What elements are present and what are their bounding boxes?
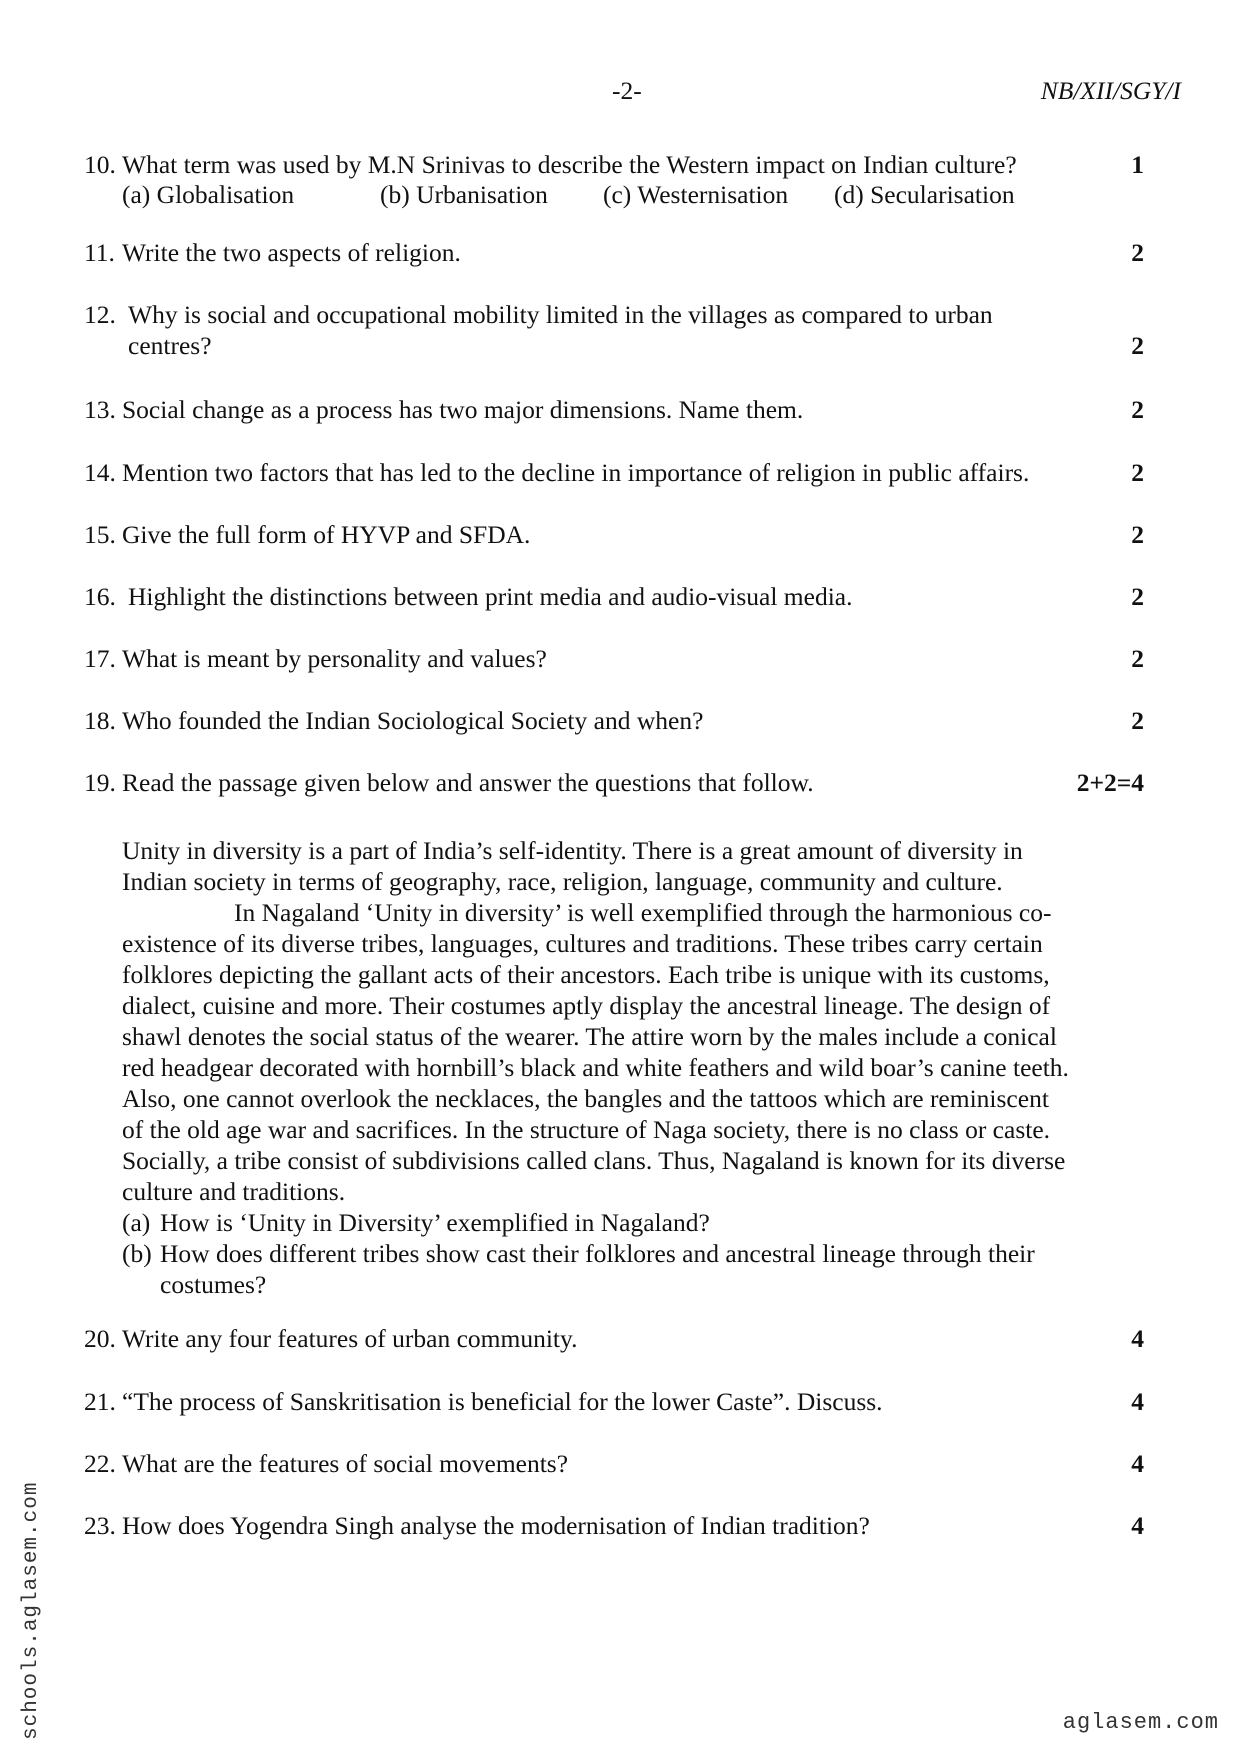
sub-question-text-continued: costumes? (160, 1270, 267, 1299)
question-text: What are the features of social movements? (122, 1449, 569, 1478)
passage-line: existence of its diverse tribes, languages, cultures and traditions. These tribes carry certain (122, 929, 1043, 958)
question-text: What is meant by personality and values? (122, 644, 547, 673)
question-marks: 1 (1131, 150, 1144, 179)
passage-line: In Nagaland ‘Unity in diversity’ is well exemplified through the harmonious co- (234, 898, 1052, 927)
question-number: 22. (84, 1449, 116, 1478)
question-number: 13. (84, 395, 116, 424)
question-text: Write any four features of urban community. (122, 1324, 578, 1353)
option-d: (d) Secularisation (834, 180, 1015, 209)
passage-line: red headgear decorated with hornbill’s black and white feathers and wild boar’s canine teeth. (122, 1053, 1069, 1082)
passage-line: shawl denotes the social status of the wearer. The attire worn by the males include a conical (122, 1022, 1057, 1051)
question-text: Social change as a process has two major dimensions. Name them. (122, 395, 804, 424)
question-marks: 4 (1131, 1449, 1144, 1478)
question-marks: 2 (1131, 706, 1144, 735)
question-number: 19. (84, 768, 116, 797)
question-text: Highlight the distinctions between print media and audio-visual media. (128, 582, 853, 611)
question-number: 16. (84, 582, 116, 611)
sub-question-b (122, 1238, 1132, 1269)
question-marks: 2 (1131, 238, 1144, 267)
question-text: Give the full form of HYVP and SFDA. (122, 520, 531, 549)
question-text: What term was used by M.N Srinivas to describe the Western impact on Indian culture? (122, 150, 1017, 179)
passage-line: Also, one cannot overlook the necklaces, the bangles and the tattoos which are reminiscent (122, 1084, 1049, 1113)
question-number: 11. (84, 238, 115, 267)
sub-question-a (122, 1207, 1132, 1238)
bottom-watermark: aglasem.com (1062, 1710, 1219, 1735)
sub-question-text: How is ‘Unity in Diversity’ exemplified in Nagaland? (160, 1208, 710, 1237)
paper-code: NB/XII/SGY/I (1040, 76, 1181, 105)
question-number: 17. (84, 644, 116, 673)
question-text: Write the two aspects of religion. (122, 238, 461, 267)
question-number: 21. (84, 1387, 116, 1416)
question-marks: 2 (1131, 520, 1144, 549)
sub-question-label: (b) (122, 1239, 152, 1268)
question-marks: 2 (1131, 458, 1144, 487)
question-number: 12. (84, 300, 116, 329)
question-number: 14. (84, 458, 116, 487)
question-marks: 4 (1131, 1511, 1144, 1540)
question-text-line-1: Why is social and occupational mobility limited in the villages as compared to urban (128, 300, 993, 329)
question-marks: 4 (1131, 1324, 1144, 1353)
question-marks: 2 (1131, 644, 1144, 673)
question-text-line-2: centres? (128, 331, 212, 360)
side-watermark: schools.aglasem.com (20, 1481, 43, 1740)
passage-line: folklores depicting the gallant acts of their ancestors. Each tribe is unique with its customs, (122, 960, 1050, 989)
passage-line: Unity in diversity is a part of India’s self-identity. There is a great amount of diversity in (122, 836, 1023, 865)
sub-question-text: How does different tribes show cast their folklores and ancestral lineage through their (160, 1239, 1035, 1268)
question-marks: 2+2=4 (1076, 768, 1144, 797)
option-a: (a) Globalisation (122, 180, 295, 209)
question-marks: 4 (1131, 1387, 1144, 1416)
question-text: Who founded the Indian Sociological Society and when? (122, 706, 704, 735)
passage-line: dialect, cuisine and more. Their costumes aptly display the ancestral lineage. The design of (122, 991, 1051, 1020)
passage-line: of the old age war and sacrifices. In the structure of Naga society, there is no class or caste. (122, 1115, 1051, 1144)
question-marks: 2 (1131, 331, 1144, 360)
question-text: Mention two factors that has led to the decline in importance of religion in public affairs. (122, 458, 1030, 487)
question-marks: 2 (1131, 582, 1144, 611)
option-b: (b) Urbanisation (380, 180, 548, 209)
page-number: -2- (612, 76, 642, 105)
passage-line: culture and traditions. (122, 1177, 346, 1206)
question-number: 18. (84, 706, 116, 735)
question-text: Read the passage given below and answer the questions that follow. (122, 768, 814, 797)
question-number: 10. (84, 150, 116, 179)
passage-line: Socially, a tribe consist of subdivisions called clans. Thus, Nagaland is known for its diverse (122, 1146, 1066, 1175)
passage-line: Indian society in terms of geography, race, religion, language, community and culture. (122, 867, 1003, 896)
question-text: How does Yogendra Singh analyse the modernisation of Indian tradition? (122, 1511, 870, 1540)
option-c: (c) Westernisation (603, 180, 789, 209)
question-number: 23. (84, 1511, 116, 1540)
question-number: 20. (84, 1324, 116, 1353)
sub-question-label: (a) (122, 1208, 151, 1237)
question-number: 15. (84, 520, 116, 549)
question-text: “The process of Sanskritisation is beneficial for the lower Caste”. Discuss. (122, 1387, 883, 1416)
question-marks: 2 (1131, 395, 1144, 424)
reading-passage (122, 835, 1132, 1300)
